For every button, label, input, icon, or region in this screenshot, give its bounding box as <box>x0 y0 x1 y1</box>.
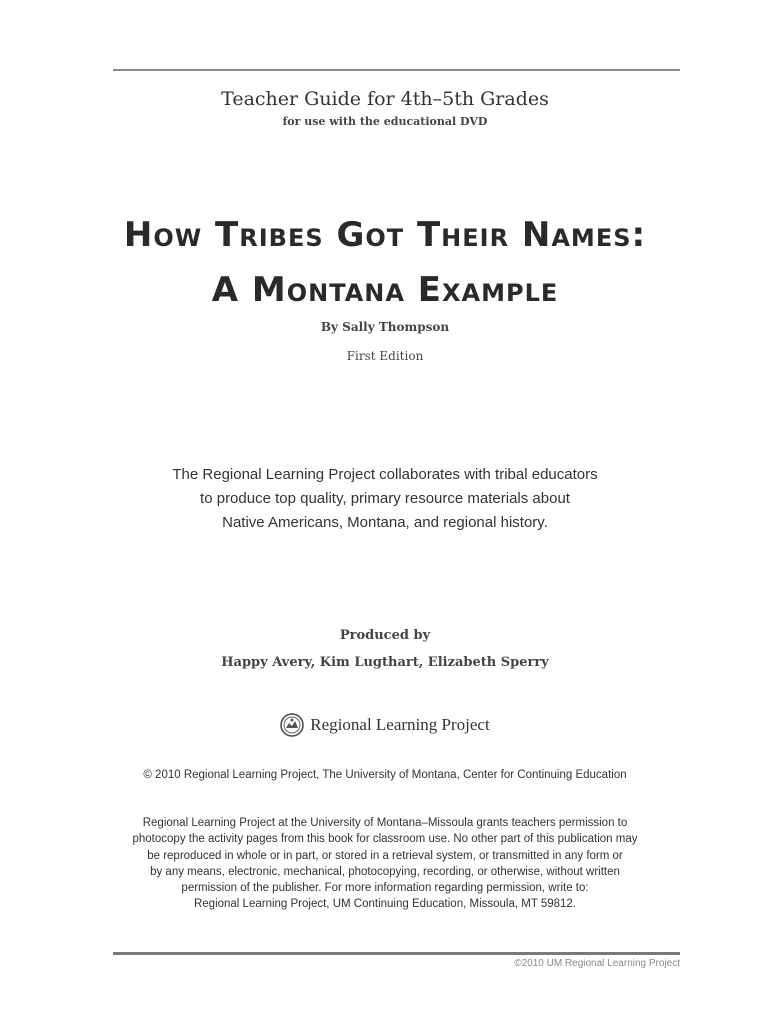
main-title-line-1: How Tribes Got Their Names: <box>123 215 647 255</box>
permission-notice <box>0 815 770 913</box>
project-description <box>0 463 770 535</box>
produced-by-label: Produced by <box>339 628 431 643</box>
top-rule <box>113 69 680 71</box>
guide-title: Teacher Guide for 4th–5th Grades <box>221 88 549 110</box>
permission-line: Regional Learning Project, UM Continuing Education, Missoula, MT 59812. <box>193 898 577 911</box>
seal-icon <box>280 713 304 737</box>
permission-line: photocopy the activity pages from this book for classroom use. No other part of this publication may <box>132 833 638 846</box>
author-byline: By Sally Thompson <box>320 320 450 334</box>
description-line: The Regional Learning Project collaborates with tribal educators <box>172 466 598 483</box>
guide-subtitle: for use with the educational DVD <box>282 115 488 128</box>
main-title-line-2: A Montana Example <box>211 270 559 310</box>
footer-copyright: ©2010 UM Regional Learning Project <box>514 958 680 969</box>
bottom-rule <box>113 952 680 955</box>
edition-label: First Edition <box>346 349 424 363</box>
logo-text: Regional Learning Project <box>310 715 490 734</box>
permission-line: Regional Learning Project at the University of Montana–Missoula grants teachers permission to <box>142 817 628 829</box>
description-line: Native Americans, Montana, and regional history. <box>222 514 548 531</box>
permission-line: be reproduced in whole or in part, or stored in a retrieval system, or transmitted in any form or <box>147 849 623 862</box>
producer-names: Happy Avery, Kim Lugthart, Elizabeth Sperry <box>221 655 549 670</box>
description-line: to produce top quality, primary resource materials about <box>200 490 570 507</box>
copyright-notice: © 2010 Regional Learning Project, The University of Montana, Center for Continuing Education <box>143 769 627 781</box>
logo <box>0 713 770 737</box>
permission-line: by any means, electronic, mechanical, photocopying, recording, or otherwise, without written <box>150 865 620 878</box>
permission-line: permission of the publisher. For more information regarding permission, write to: <box>181 882 589 895</box>
